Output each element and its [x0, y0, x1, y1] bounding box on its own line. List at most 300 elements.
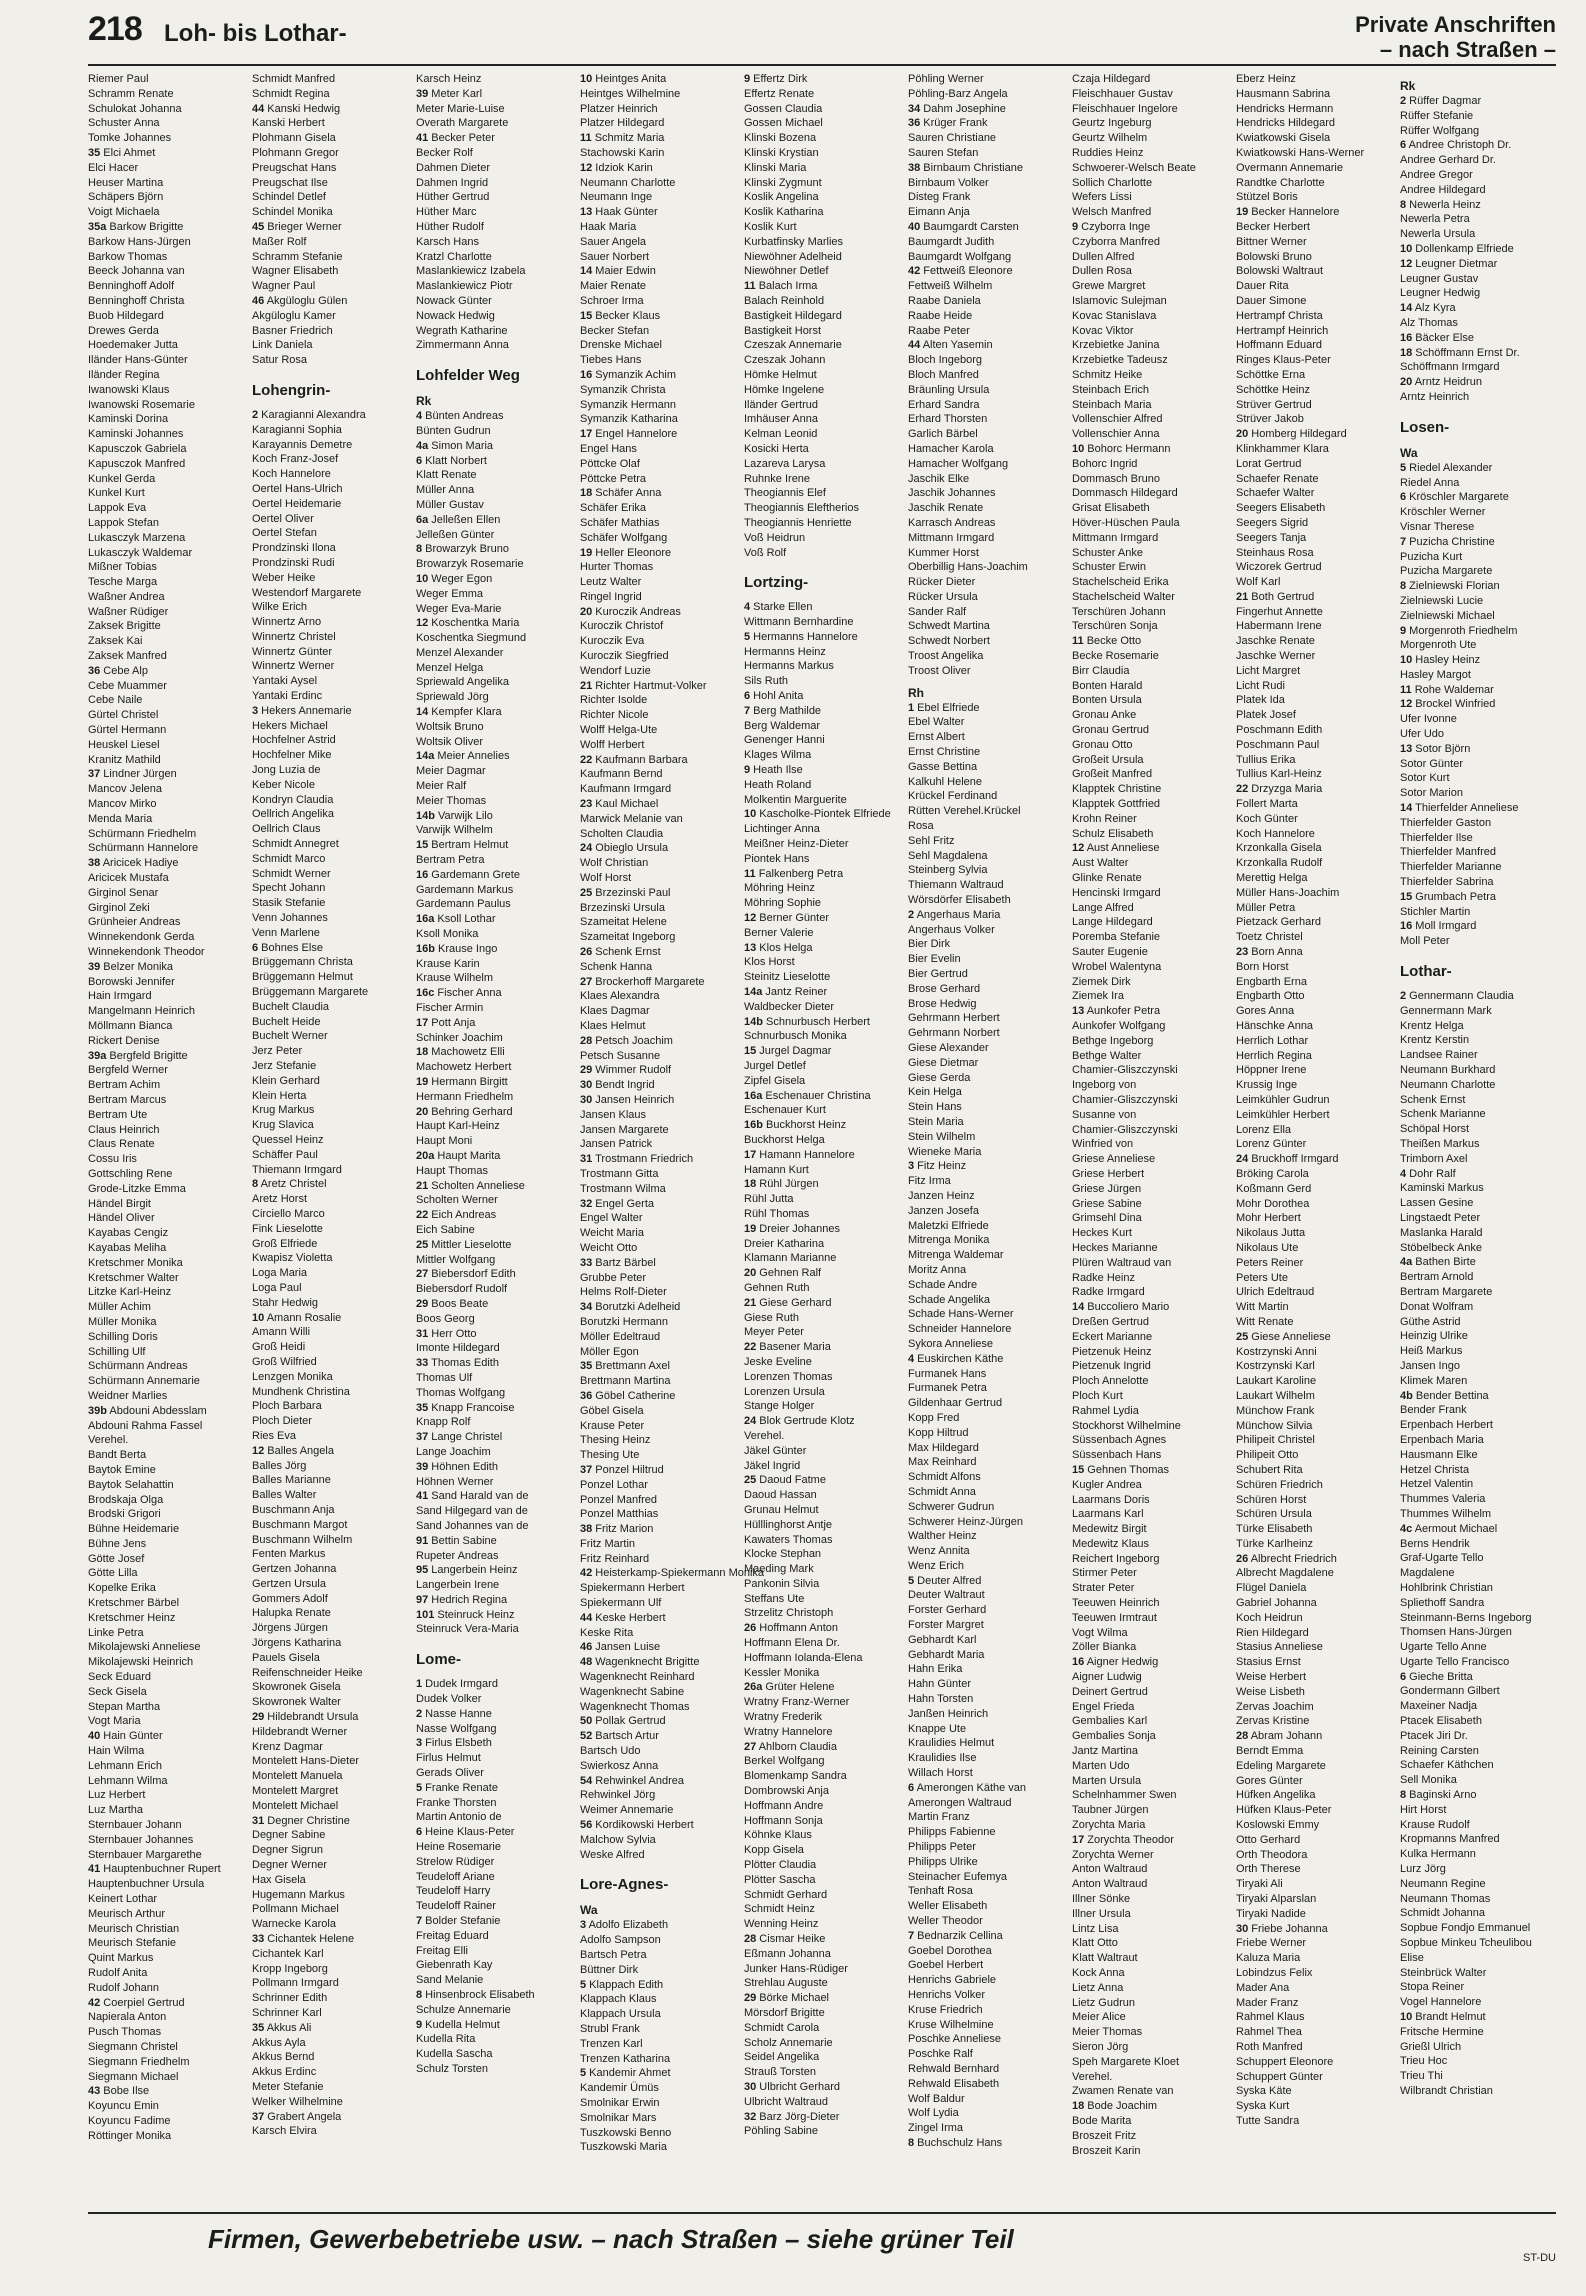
resident-entry: Hain Irmgard [88, 990, 152, 1003]
resident-entry: Gottschling Rene [88, 1167, 173, 1180]
resident-entry: Hoedemaker Jutta [88, 339, 178, 352]
resident-entry: 34 Dahm Josephine [908, 102, 1006, 115]
resident-entry: Balles Marianne [252, 1474, 331, 1487]
resident-entry: Bolowski Waltraut [1236, 265, 1324, 278]
resident-entry: Kurbatfinsky Marlies [744, 235, 844, 248]
resident-entry: Rüffer Stefanie [1400, 109, 1474, 122]
resident-entry: 36 Krüger Frank [908, 117, 988, 130]
resident-entry: Schöttke Heinz [1236, 383, 1310, 396]
resident-entry: Vollenschier Anna [1072, 428, 1160, 441]
resident-entry: 8 Buchschulz Hans [908, 2136, 1003, 2149]
resident-entry: Oellrich Claus [252, 823, 321, 836]
resident-entry: Hülllinghorst Antje [744, 1518, 833, 1531]
resident-entry: Klein Gerhard [252, 1074, 320, 1087]
resident-entry: Weller Theodor [908, 1915, 983, 1928]
resident-entry: Mancov Jelena [88, 783, 162, 796]
resident-entry: Ringes Klaus-Peter [1236, 354, 1331, 367]
resident-entry: Stange Holger [744, 1400, 815, 1413]
resident-entry: Oertel Heidemarie [252, 497, 342, 510]
resident-entry: Hendricks Hildegard [1236, 117, 1336, 130]
resident-entry: Bertram Achim [88, 1079, 161, 1092]
resident-entry: 26 Schenk Ernst [580, 946, 661, 959]
resident-entry: Dahmen Dieter [416, 161, 490, 174]
resident-entry: 19 Becker Hannelore [1236, 206, 1340, 219]
resident-entry: 13 Klos Helga [744, 941, 813, 954]
resident-entry: 10 Bohorc Hermann [1072, 442, 1171, 455]
resident-entry: Tiryaki Nadide [1236, 1907, 1306, 1920]
resident-entry: Preugschat Hans [252, 161, 337, 174]
resident-entry: 18 Bode Joachim [1072, 2100, 1158, 2113]
resident-entry: Heiß Markus [1400, 1345, 1463, 1358]
resident-entry: Smolnikar Erwin [580, 2096, 660, 2109]
resident-entry: Rücker Dieter [908, 576, 976, 589]
resident-entry: Orth Therese [1236, 1863, 1301, 1876]
resident-entry: Steinbrück Walter [1400, 1966, 1487, 1979]
resident-entry: Sauer Angela [580, 235, 647, 248]
resident-entry: Steinbach Erich [1072, 383, 1150, 396]
resident-entry: 10 Dollenkamp Elfriede [1400, 242, 1514, 255]
resident-entry: Karrasch Andreas [908, 516, 996, 529]
resident-entry: Ploch Annelotte [1072, 1375, 1149, 1388]
resident-entry: Rehwald Bernhard [908, 2062, 1000, 2075]
resident-entry: 39 Belzer Monika [88, 960, 174, 973]
resident-entry: 13 Haak Günter [580, 206, 658, 219]
resident-entry: 7 Bolder Stefanie [416, 1915, 501, 1928]
resident-entry: Lukasczyk Marzena [88, 531, 186, 544]
resident-entry: Stockhorst Wilhelmine [1072, 1419, 1181, 1432]
resident-entry: Syska Kurt [1236, 2100, 1290, 2113]
resident-entry: Maxeiner Nadja [1400, 1700, 1478, 1713]
resident-entry: Eberz Heinz [1236, 73, 1296, 85]
resident-entry: Hoffmann Iolanda-Elena [744, 1651, 863, 1664]
resident-entry: Klimek Maren [1400, 1374, 1468, 1387]
resident-entry: Schmidt Regina [252, 87, 330, 100]
resident-entry: Specht Johann [252, 882, 326, 895]
resident-entry: Friebe Werner [1236, 1937, 1307, 1950]
resident-entry: Hildebrandt Werner [252, 1725, 348, 1738]
resident-entry: Philipps Peter [908, 1841, 976, 1854]
resident-entry: 5 Hermanns Hannelore [744, 630, 858, 643]
resident-entry: Schuster Anke [1072, 546, 1143, 559]
district-code: Wa [580, 1903, 598, 1918]
resident-entry: Woltsik Oliver [416, 735, 484, 748]
resident-entry: Möller Edeltraud [580, 1330, 661, 1343]
resident-entry: Erhard Thorsten [908, 413, 988, 426]
resident-entry: Koslik Angelina [744, 191, 819, 204]
resident-entry: Engbarth Otto [1236, 990, 1305, 1003]
resident-entry: Gebhardt Karl [908, 1633, 977, 1646]
resident-entry: Elci Hacer [88, 161, 139, 174]
resident-entry: Mißner Tobias [88, 561, 157, 574]
resident-entry: Müller Gustav [416, 498, 484, 511]
resident-entry: 42 Heisterkamp-Spiekermann Monika [580, 1567, 765, 1580]
resident-entry: Waldbecker Dieter [744, 1000, 835, 1013]
resident-entry: Geurtz Wilhelm [1072, 132, 1148, 145]
resident-entry: Dreier Katharina [744, 1237, 825, 1250]
resident-entry: Zaksek Manfred [88, 650, 167, 663]
resident-entry: Thierfelder Manfred [1400, 846, 1496, 859]
resident-entry: Tomke Johannes [88, 132, 172, 145]
resident-entry: 33 Thomas Edith [416, 1357, 499, 1370]
resident-entry: Licht Margret [1236, 664, 1301, 677]
resident-entry: 12 Brockel Winfried [1400, 698, 1496, 711]
resident-entry: Philipps Ulrike [908, 1855, 978, 1868]
resident-entry: Szameitat Ingeborg [580, 931, 676, 944]
resident-entry: Schmidt Annegret [252, 838, 339, 851]
resident-entry: Grisat Elisabeth [1072, 502, 1150, 515]
resident-entry: Poremba Stefanie [1072, 931, 1161, 944]
resident-entry: 14 Thierfelder Anneliese [1400, 802, 1519, 815]
resident-entry: Blomenkamp Sandra [744, 1770, 847, 1783]
resident-entry: Claus Renate [88, 1138, 155, 1151]
resident-entry: Pöhling Werner [908, 73, 984, 85]
resident-entry: Oellrich Angelika [252, 808, 334, 821]
resident-entry: 35 Elci Ahmet [88, 146, 156, 159]
resident-entry: Jäkel Ingrid [744, 1459, 801, 1472]
resident-entry: Venn Johannes [252, 912, 328, 925]
resident-entry: 20 Homberg Hildegard [1236, 428, 1347, 441]
resident-entry: Czyborra Manfred [1072, 235, 1161, 248]
resident-entry: Ploch Dieter [252, 1415, 312, 1428]
resident-entry: Engbarth Erna [1236, 975, 1307, 988]
resident-entry: Grubbe Peter [580, 1271, 647, 1284]
resident-entry: Höppner Irene [1236, 1064, 1307, 1077]
resident-entry: Schäfer Erika [580, 502, 647, 515]
resident-entry: Lehmann Erich [88, 1759, 162, 1772]
resident-entry: Sehl Fritz [908, 834, 955, 847]
resident-entry: Helms Rolf-Dieter [580, 1286, 667, 1299]
resident-entry: Jansen Margarete [580, 1123, 669, 1136]
resident-entry: 22 Drzyzga Maria [1236, 783, 1323, 796]
resident-entry: 18 Schöffmann Ernst Dr. [1400, 346, 1520, 359]
resident-entry: Brose Gerhard [908, 982, 981, 995]
resident-entry: Wratny Hannelore [744, 1725, 833, 1738]
resident-entry: Max Hildegard [908, 1441, 979, 1454]
resident-entry: Vogt Maria [88, 1715, 141, 1728]
resident-entry: Warnecke Karola [252, 1918, 336, 1931]
resident-entry: Raabe Peter [908, 324, 970, 337]
resident-entry: 14b Varwijk Lilo [416, 809, 493, 822]
resident-entry: Großeit Manfred [1072, 768, 1153, 781]
resident-entry: Klocke Stephan [744, 1548, 822, 1561]
resident-entry: 20 Arntz Heidrun [1400, 376, 1482, 389]
resident-entry: Scholten Werner [416, 1194, 498, 1207]
resident-entry: Hänschke Anna [1236, 1020, 1314, 1032]
resident-entry: Illner Sönke [1072, 1893, 1131, 1906]
resident-entry: Dauer Simone [1236, 294, 1307, 307]
resident-entry: Symanzik Hermann [580, 398, 676, 411]
resident-entry: Kwapisz Violetta [252, 1252, 333, 1265]
resident-entry: 91 Bettin Sabine [416, 1534, 497, 1547]
resident-entry: Witt Martin [1236, 1301, 1289, 1314]
resident-entry: Grunau Helmut [744, 1503, 819, 1516]
resident-entry: 11 Balach Irma [744, 280, 818, 293]
resident-entry: Möller Egon [580, 1345, 639, 1358]
resident-entry: Schwedt Norbert [908, 635, 990, 648]
resident-entry: Rüffer Wolfgang [1400, 124, 1480, 137]
resident-entry: Zimmermann Anna [416, 339, 509, 352]
resident-entry: Sander Ralf [908, 605, 967, 618]
resident-entry: Lukasczyk Waldemar [88, 546, 193, 559]
resident-entry: Gehnen Ruth [744, 1281, 810, 1294]
resident-entry: Kunkel Gerda [88, 472, 156, 485]
resident-entry: Seegers Sigrid [1236, 516, 1309, 529]
resident-entry: Lorenz Günter [1236, 1138, 1307, 1151]
resident-entry: Petsch Susanne [580, 1049, 661, 1062]
resident-entry: Waßner Andrea [88, 590, 165, 603]
resident-entry: Mangelmann Heinrich [88, 1005, 195, 1018]
resident-entry: Schuster Anna [88, 117, 160, 130]
resident-entry: 40 Hain Günter [88, 1730, 163, 1743]
resident-entry: Lange Joachim [416, 1445, 491, 1458]
resident-entry: Koschentka Siegmund [416, 632, 527, 645]
resident-entry: Hax Gisela [252, 1873, 306, 1886]
resident-entry: Schöpal Horst [1400, 1123, 1470, 1136]
resident-entry: Schindel Detlef [252, 191, 326, 204]
resident-entry: Willach Horst [908, 1767, 973, 1780]
resident-entry: 21 Scholten Anneliese [416, 1179, 525, 1192]
resident-entry: Raabe Daniela [908, 294, 981, 307]
resident-entry: 19 Heller Eleonore [580, 546, 672, 559]
resident-entry: Furmanek Petra [908, 1382, 987, 1395]
resident-entry: Klapptek Gottfried [1072, 798, 1161, 811]
resident-entry: Hekers Michael [252, 719, 328, 732]
resident-entry: Möhring Heinz [744, 882, 815, 895]
resident-entry: Wrobel Walentyna [1072, 960, 1162, 973]
resident-entry: Trieu Thi [1400, 2070, 1443, 2083]
street-heading: Lore-Agnes- [580, 1876, 669, 1894]
resident-entry: Witt Renate [1236, 1315, 1294, 1328]
resident-entry: 7 Puzicha Christine [1400, 535, 1495, 548]
resident-entry: Gürtel Hermann [88, 724, 167, 737]
resident-entry: Stichler Martin [1400, 905, 1471, 918]
resident-entry: Stachelscheid Erika [1072, 576, 1169, 589]
resident-entry: Rühl Thomas [744, 1207, 810, 1220]
resident-entry: Bandt Berta [88, 1449, 147, 1462]
resident-entry: Girginol Zeki [88, 901, 150, 914]
resident-entry: Röttinger Monika [88, 2129, 172, 2142]
resident-entry: Jelleßen Günter [416, 528, 495, 541]
resident-entry: Kugler Andrea [1072, 1478, 1142, 1491]
resident-entry: 18 Schäfer Anna [580, 487, 662, 500]
resident-entry: Lassen Gesine [1400, 1197, 1474, 1210]
resident-entry: Wegrath Katharine [416, 324, 508, 337]
resident-entry: Hertrampf Heinrich [1236, 324, 1329, 337]
resident-entry: Jaschik Renate [908, 502, 984, 515]
resident-entry: 8 Hinsenbrock Elisabeth [416, 1989, 535, 2002]
resident-entry: 23 Kaul Michael [580, 798, 659, 811]
resident-entry: Gronau Anke [1072, 709, 1137, 722]
resident-entry: Jerz Stefanie [252, 1060, 317, 1072]
directory-column [908, 72, 1058, 2202]
resident-entry: Gebhardt Maria [908, 1648, 985, 1661]
resident-entry: Troost Angelika [908, 650, 984, 663]
resident-entry: Rütten Verehel.Krückel [908, 805, 1021, 818]
resident-entry: Seegers Tanja [1236, 531, 1307, 544]
resident-entry: 22 Kaufmann Barbara [580, 753, 688, 766]
resident-entry: Lange Alfred [1072, 901, 1134, 914]
resident-entry: Klages Wilma [744, 749, 812, 762]
resident-entry: Grewe Margret [1072, 280, 1146, 293]
resident-entry: 4b Bender Bettina [1400, 1389, 1489, 1402]
resident-entry: Dommasch Hildegard [1072, 487, 1178, 500]
resident-entry: Trenzen Katharina [580, 2052, 671, 2065]
resident-entry: Heinzig Ulrike [1400, 1330, 1468, 1343]
resident-entry: Gores Günter [1236, 1774, 1303, 1787]
resident-entry: Lorenz Ella [1236, 1123, 1292, 1136]
resident-entry: Kraulidies Helmut [908, 1737, 995, 1750]
resident-entry: Gossen Michael [744, 117, 823, 130]
resident-entry: Biebersdorf Rudolf [416, 1283, 508, 1296]
resident-entry: Weise Herbert [1236, 1671, 1307, 1684]
resident-entry: Winnertz Arno [252, 616, 322, 629]
resident-entry: Angerhaus Volker [908, 923, 995, 936]
resident-entry: 24 Bruckhoff Irmgard [1236, 1153, 1339, 1166]
resident-entry: Voß Rolf [744, 546, 787, 559]
resident-entry: 16a Eschenauer Christina [744, 1089, 871, 1102]
resident-entry: Kudella Sascha [416, 2048, 493, 2061]
resident-entry: Hain Wilma [88, 1745, 145, 1758]
resident-entry: 36 Cebe Alp [88, 664, 148, 677]
resident-entry: Gehrmann Herbert [908, 1012, 1000, 1025]
resident-entry: Martin Franz [908, 1811, 970, 1824]
resident-entry: Klinski Maria [744, 161, 807, 174]
resident-entry: Zervas Kristine [1236, 1715, 1310, 1728]
resident-entry: Thomas Ulf [416, 1371, 473, 1384]
resident-entry: Varwijk Wilhelm [416, 824, 493, 837]
resident-entry: Keinert Lothar [88, 1893, 158, 1906]
resident-entry: Gertzen Ursula [252, 1577, 326, 1590]
resident-entry: Platzer Heinrich [580, 102, 658, 115]
resident-entry: Erpenbach Herbert [1400, 1419, 1493, 1432]
resident-entry: Schmidt Carola [744, 2021, 820, 2034]
resident-entry: Malchow Sylvia [580, 1833, 656, 1846]
resident-entry: Wieneke Maria [908, 1145, 982, 1158]
resident-entry: Hahn Günter [908, 1678, 971, 1691]
resident-entry: Iwanowski Klaus [88, 383, 170, 396]
resident-entry: Richter Nicole [580, 709, 649, 722]
resident-entry: Bethge Ingeborg [1072, 1034, 1154, 1047]
resident-entry: Hoffmann Andre [744, 1799, 824, 1812]
resident-entry: Oberbillig Hans-Joachim [908, 561, 1028, 574]
resident-entry: Morgenroth Ute [1400, 639, 1477, 652]
resident-entry: Fritz Reinhard [580, 1552, 650, 1565]
resident-entry: Fenten Markus [252, 1548, 326, 1561]
resident-entry: Teudeloff Rainer [416, 1900, 496, 1913]
resident-entry: 27 Brockerhoff Margarete [580, 975, 705, 988]
resident-entry: 6 Klatt Norbert [416, 454, 487, 467]
resident-entry: 44 Keske Herbert [580, 1611, 666, 1624]
resident-entry: Gores Anna [1236, 1005, 1295, 1018]
resident-entry: Puzicha Margarete [1400, 565, 1493, 578]
resident-entry: 52 Bartsch Artur [580, 1730, 659, 1743]
resident-entry: 6 Heine Klaus-Peter [416, 1826, 515, 1839]
resident-entry: Schade Hans-Werner [908, 1308, 1014, 1321]
resident-entry: Grünheier Andreas [88, 916, 181, 929]
resident-entry: Rehwinkel Jörg [580, 1789, 656, 1802]
resident-entry: Machowetz Herbert [416, 1061, 512, 1074]
resident-entry: 12 Koschentka Maria [416, 617, 520, 630]
resident-entry: Rahmel Thea [1236, 2026, 1302, 2039]
resident-entry: Eimann Anja [908, 206, 970, 219]
resident-entry: Kock Anna [1072, 1967, 1125, 1979]
resident-entry: Lazareva Larysa [744, 457, 826, 470]
resident-entry: Maier Renate [580, 280, 647, 293]
resident-entry: Krause Wilhelm [416, 972, 494, 985]
resident-entry: Schöffmann Irmgard [1400, 361, 1500, 374]
resident-entry: Czeszak Annemarie [744, 339, 842, 352]
resident-entry: Wilbrandt Christian [1400, 2085, 1493, 2097]
resident-entry: Ringel Ingrid [580, 590, 642, 603]
resident-entry: Pöttcke Olaf [580, 457, 640, 470]
resident-entry: Medewitz Birgit [1072, 1523, 1147, 1536]
resident-entry: Mikolajewski Heinrich [88, 1656, 194, 1669]
resident-entry: Montelett Manuela [252, 1770, 343, 1783]
resident-entry: Stachelscheid Walter [1072, 590, 1175, 603]
resident-entry: 6 Bohnes Else [252, 941, 323, 954]
resident-entry: Yantaki Aysel [252, 675, 318, 688]
resident-entry: Ugarte Tello Anne [1400, 1641, 1487, 1654]
resident-entry: Mohr Dorothea [1236, 1197, 1310, 1210]
resident-entry: Syska Käte [1236, 2085, 1292, 2098]
resident-entry: Nikolaus Jutta [1236, 1227, 1306, 1240]
resident-entry: Zorychta Maria [1072, 1819, 1146, 1832]
directory-column [252, 72, 402, 2202]
resident-entry: Spriewald Jörg [416, 691, 489, 704]
resident-entry: Hamann Kurt [744, 1163, 809, 1176]
resident-entry: Neumann Regine [1400, 1877, 1486, 1890]
resident-entry: Barkow Hans-Jürgen [88, 235, 191, 248]
resident-entry: Schmidt Werner [252, 867, 331, 880]
resident-entry: Junker Hans-Rüdiger [744, 1962, 848, 1975]
resident-entry: Kaluza Maria [1236, 1952, 1301, 1965]
resident-entry: Mittmann Irmgard [908, 531, 995, 544]
resident-entry: Pietzenuk Heinz [1072, 1345, 1152, 1358]
resident-entry: Griese Anneliese [1072, 1153, 1156, 1166]
resident-entry: 7 Berg Mathilde [744, 704, 822, 717]
resident-entry: Hüther Rudolf [416, 220, 484, 233]
resident-entry: Kwiatkowski Gisela [1236, 132, 1331, 145]
resident-entry: 14b Schnurbusch Herbert [744, 1015, 870, 1028]
resident-entry: Klapptek Christine [1072, 783, 1162, 796]
district-code: Rk [416, 394, 432, 409]
resident-entry: Thierfelder Sabrina [1400, 876, 1494, 889]
resident-entry: 10 Amann Rosalie [252, 1311, 342, 1324]
resident-entry: Schnurbusch Monika [744, 1030, 847, 1043]
resident-entry: Westendorf Margarete [252, 586, 362, 599]
resident-entry: Schenk Hanna [580, 960, 653, 973]
resident-entry: Chamier-Gliszczynski [1072, 1093, 1178, 1106]
resident-entry: Meurisch Christian [88, 1922, 180, 1935]
resident-entry: 38 Birnbaum Christiane [908, 161, 1023, 174]
resident-entry: 6 Amerongen Käthe van [908, 1781, 1027, 1794]
resident-entry: Neumann Burkhard [1400, 1064, 1496, 1077]
resident-entry: Eßmann Johanna [744, 1947, 831, 1960]
resident-entry: 1 Ebel Elfriede [908, 701, 980, 714]
resident-entry: Bertram Marcus [88, 1093, 167, 1106]
resident-entry: Hamacher Wolfgang [908, 457, 1009, 470]
resident-entry: Kaminski Dorina [88, 413, 169, 426]
resident-entry: 14 Alz Kyra [1400, 302, 1456, 315]
resident-entry: Wenz Annita [908, 1545, 970, 1558]
resident-entry: Balles Jörg [252, 1459, 307, 1472]
resident-entry: Smolnikar Mars [580, 2111, 657, 2124]
resident-entry: 28 Abram Johann [1236, 1730, 1323, 1743]
resident-entry: Sternbauer Margarethe [88, 1848, 202, 1861]
resident-entry: Prondzinski Rudi [252, 556, 335, 569]
resident-entry: 13 Sotor Björn [1400, 742, 1471, 755]
resident-entry: Koßmann Gerd [1236, 1182, 1312, 1195]
